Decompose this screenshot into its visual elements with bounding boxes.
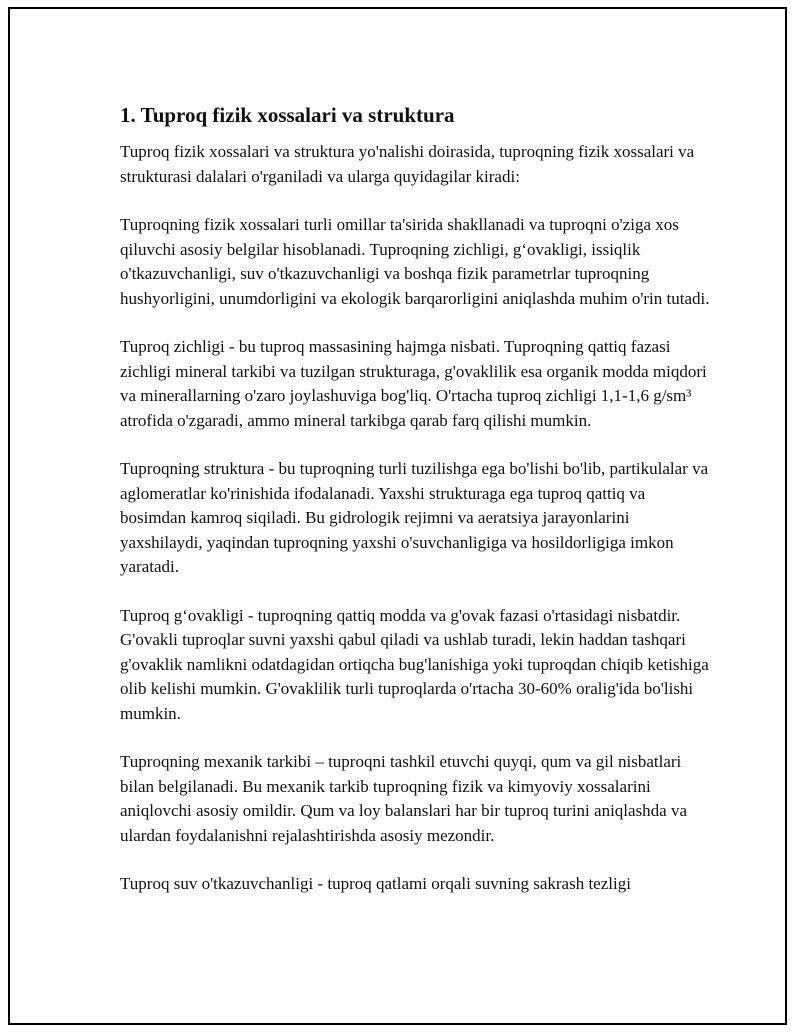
paragraph-intro: Tuproq fizik xossalari va struktura yo'nalishi doirasida, tuproqning fizik xossalari va strukturasi dalalari o'rganiladi va ularga quyidagilar kiradi: [120,142,695,186]
paragraph-physical-properties: Tuproqning fizik xossalari turli omillar ta'sirida shakllanadi va tuproqni o'ziga xos qiluvchi asosiy belgilar hisoblanadi. Tuproqning zichligi, g‘ovakligi, issiqlik o'tkazuvchanligi, suv o'tkazuvchanligi va boshqa fizik parametrlar tuproqning hushyorligini, unumdorligini va ekologik barqarorligini aniqlashda muhim o'rin tutadi. [120,215,710,308]
paragraph-soil-porosity: Tuproq g‘ovakligi - tuproqning qattiq modda va g'ovak fazasi o'rtasidagi nisbatdir. G'ovakli tuproqlar suvni yaxshi qabul qiladi va ushlab turadi, lekin haddan tashqari g'ovaklik namlikni odatdagidan ortiqcha bug'lanishiga yoki tuproqdan chiqib ketishiga olib kelishi mumkin. G'ovaklilik turli tuproqlarda o'rtacha 30-60% oralig'ida bo'lishi mumkin. [120,605,709,723]
page-frame [8,7,787,1025]
paragraph-soil-density: Tuproq zichligi - bu tuproq massasining hajmga nisbati. Tuproqning qattiq fazasi zichligi mineral tarkibi va tuzilgan strukturaga, g'ovaklilik esa organik modda miqdori va minerallarning o'zaro joylashuviga bog'liq. O'rtacha tuproq zichligi 1,1-1,6 g/sm³ atrofida o'zgaradi, ammo mineral tarkibga qarab farq qilishi mumkin. [120,337,707,430]
paragraph-mechanical-composition: Tuproqning mexanik tarkibi – tuproqni tashkil etuvchi quyqi, qum va gil nisbatlari bilan belgilanadi. Bu mexanik tarkib tuproqning fizik va kimyoviy xossalarini aniqlovchi asosiy omildir. Qum va loy balanslari har bir tuproq turini aniqlashda va ulardan foydalanishni rejalashtirishda asosiy mezondir. [120,752,688,845]
paragraph-soil-structure: Tuproqning struktura - bu tuproqning turli tuzilishga ega bo'lishi bo'lib, partikulalar va aglomeratlar ko'rinishida ifodalanadi. Yaxshi strukturaga ega tuproq qattiq va bosimdan kamroq siqiladi. Bu gidrologik rejimni va aeratsiya jarayonlarini yaxshilaydi, yaqindan tuproqning yaxshi o'suvchanligiga va hosildorligiga imkon yaratadi. [120,459,709,576]
page-content [120,97,710,921]
section-heading: 1. Tuproq fizik xossalari va struktura [120,103,455,127]
paragraph-water-permeability: Tuproq suv o'tkazuvchanligi - tuproq qatlami orqali suvning sakrash tezligi [120,874,631,893]
